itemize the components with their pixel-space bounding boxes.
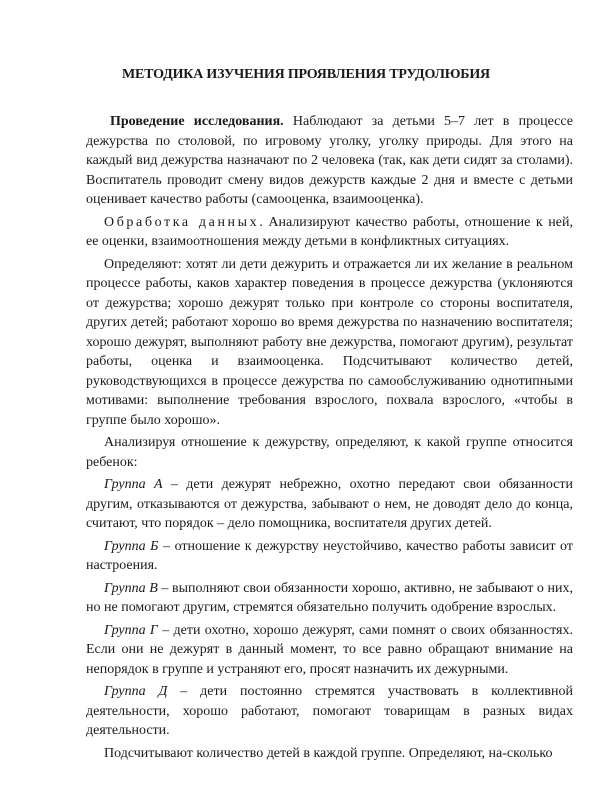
procedure-text: Наблюдают за детьми 5–7 лет в процессе дежурства по столовой, по игровому уголку, уголку природы. Для этого на каждый вид дежурства назначают по 2 человека (так, как дети сидят за столами). Воспитатель проводит смену видов дежурств каждые 2 дня и вместе с детьми оценивает качество работы (самооценка, взаимооценка). (86, 114, 573, 207)
paragraph-criteria: Определяют: хотят ли дети дежурить и отражается ли их желание в реальном процессе работы, каков характер поведения в процессе дежурства (уклоняются от дежурства; хорошо дежурят только при контроле со стороны воспитателя, других детей; работают хорошо во время дежурства по назначению воспитателя; хорошо дежурят, выполняют работу вне дежурства, помогают другим), результат работы, оценка и взаимооценка. Подсчитывают количество детей, руководствующихся в процессе дежурства по самообслуживанию однотипными мотивами: выполнение требования взрослого, похвала взрослого, «чтобы в группе было хорошо». (86, 256, 573, 428)
paragraph-group-g (86, 621, 573, 680)
paragraph-group-a (86, 475, 573, 534)
processing-text: . Анализируют качество работы, отношение к ней, ее оценки, взаимоотношения между детьми в конфликтных ситуациях. (86, 214, 574, 249)
paragraph-group-d (86, 682, 573, 741)
group-a-label: Группа А (104, 477, 163, 492)
group-g-text: – дети охотно, хорошо дежурят, сами помнят о своих обязанностях. Если они не дежурят в данный момент, то все равно обращают внимание на непорядок в группе и устраняют его, просят назначить их дежурными. (86, 622, 573, 677)
page-title: МЕТОДИКА ИЗУЧЕНИЯ ПРОЯВЛЕНИЯ ТРУДОЛЮБИЯ (122, 67, 490, 82)
paragraph-procedure (86, 112, 573, 210)
document-body (86, 112, 573, 766)
group-v-label: Группа В (104, 580, 158, 596)
group-a-text: – дети дежурят небрежно, охотно передают свои обязанности другим, отказываются от дежурства, забывают о нем, не доводят дело до конца, считают, что порядок – дело помощника, воспитателя других детей. (86, 477, 574, 531)
group-d-label: Группа Д (104, 684, 168, 699)
group-b-label: Группа Б (104, 538, 159, 554)
group-g-label: Группа Г (104, 622, 158, 638)
paragraph-group-b (86, 537, 573, 576)
group-b-text: – отношение к дежурству неустойчиво, качество работы зависит от настроения. (86, 538, 573, 573)
paragraph-group-v (86, 579, 573, 618)
paragraph-counting: Подсчитывают количество детей в каждой группе. Определяют, на-сколько (104, 745, 553, 761)
processing-heading: Обработка данных (104, 214, 260, 230)
group-v-text: – выполняют свои обязанности хорошо, активно, не забывают о них, но не помогают другим, стремятся обязательно получить одобрение взрослых. (86, 580, 574, 615)
procedure-heading: Проведение исследования. (110, 114, 284, 129)
paragraph-processing (86, 213, 573, 252)
group-d-text: – дети постоянно стремятся участвовать в коллективной деятельности, хорошо работают, помогают товарищам в разных видах деятельности. (86, 684, 573, 738)
paragraph-grouping-intro: Анализируя отношение к дежурству, определяют, к какой группе относится ребенок: (86, 435, 573, 470)
